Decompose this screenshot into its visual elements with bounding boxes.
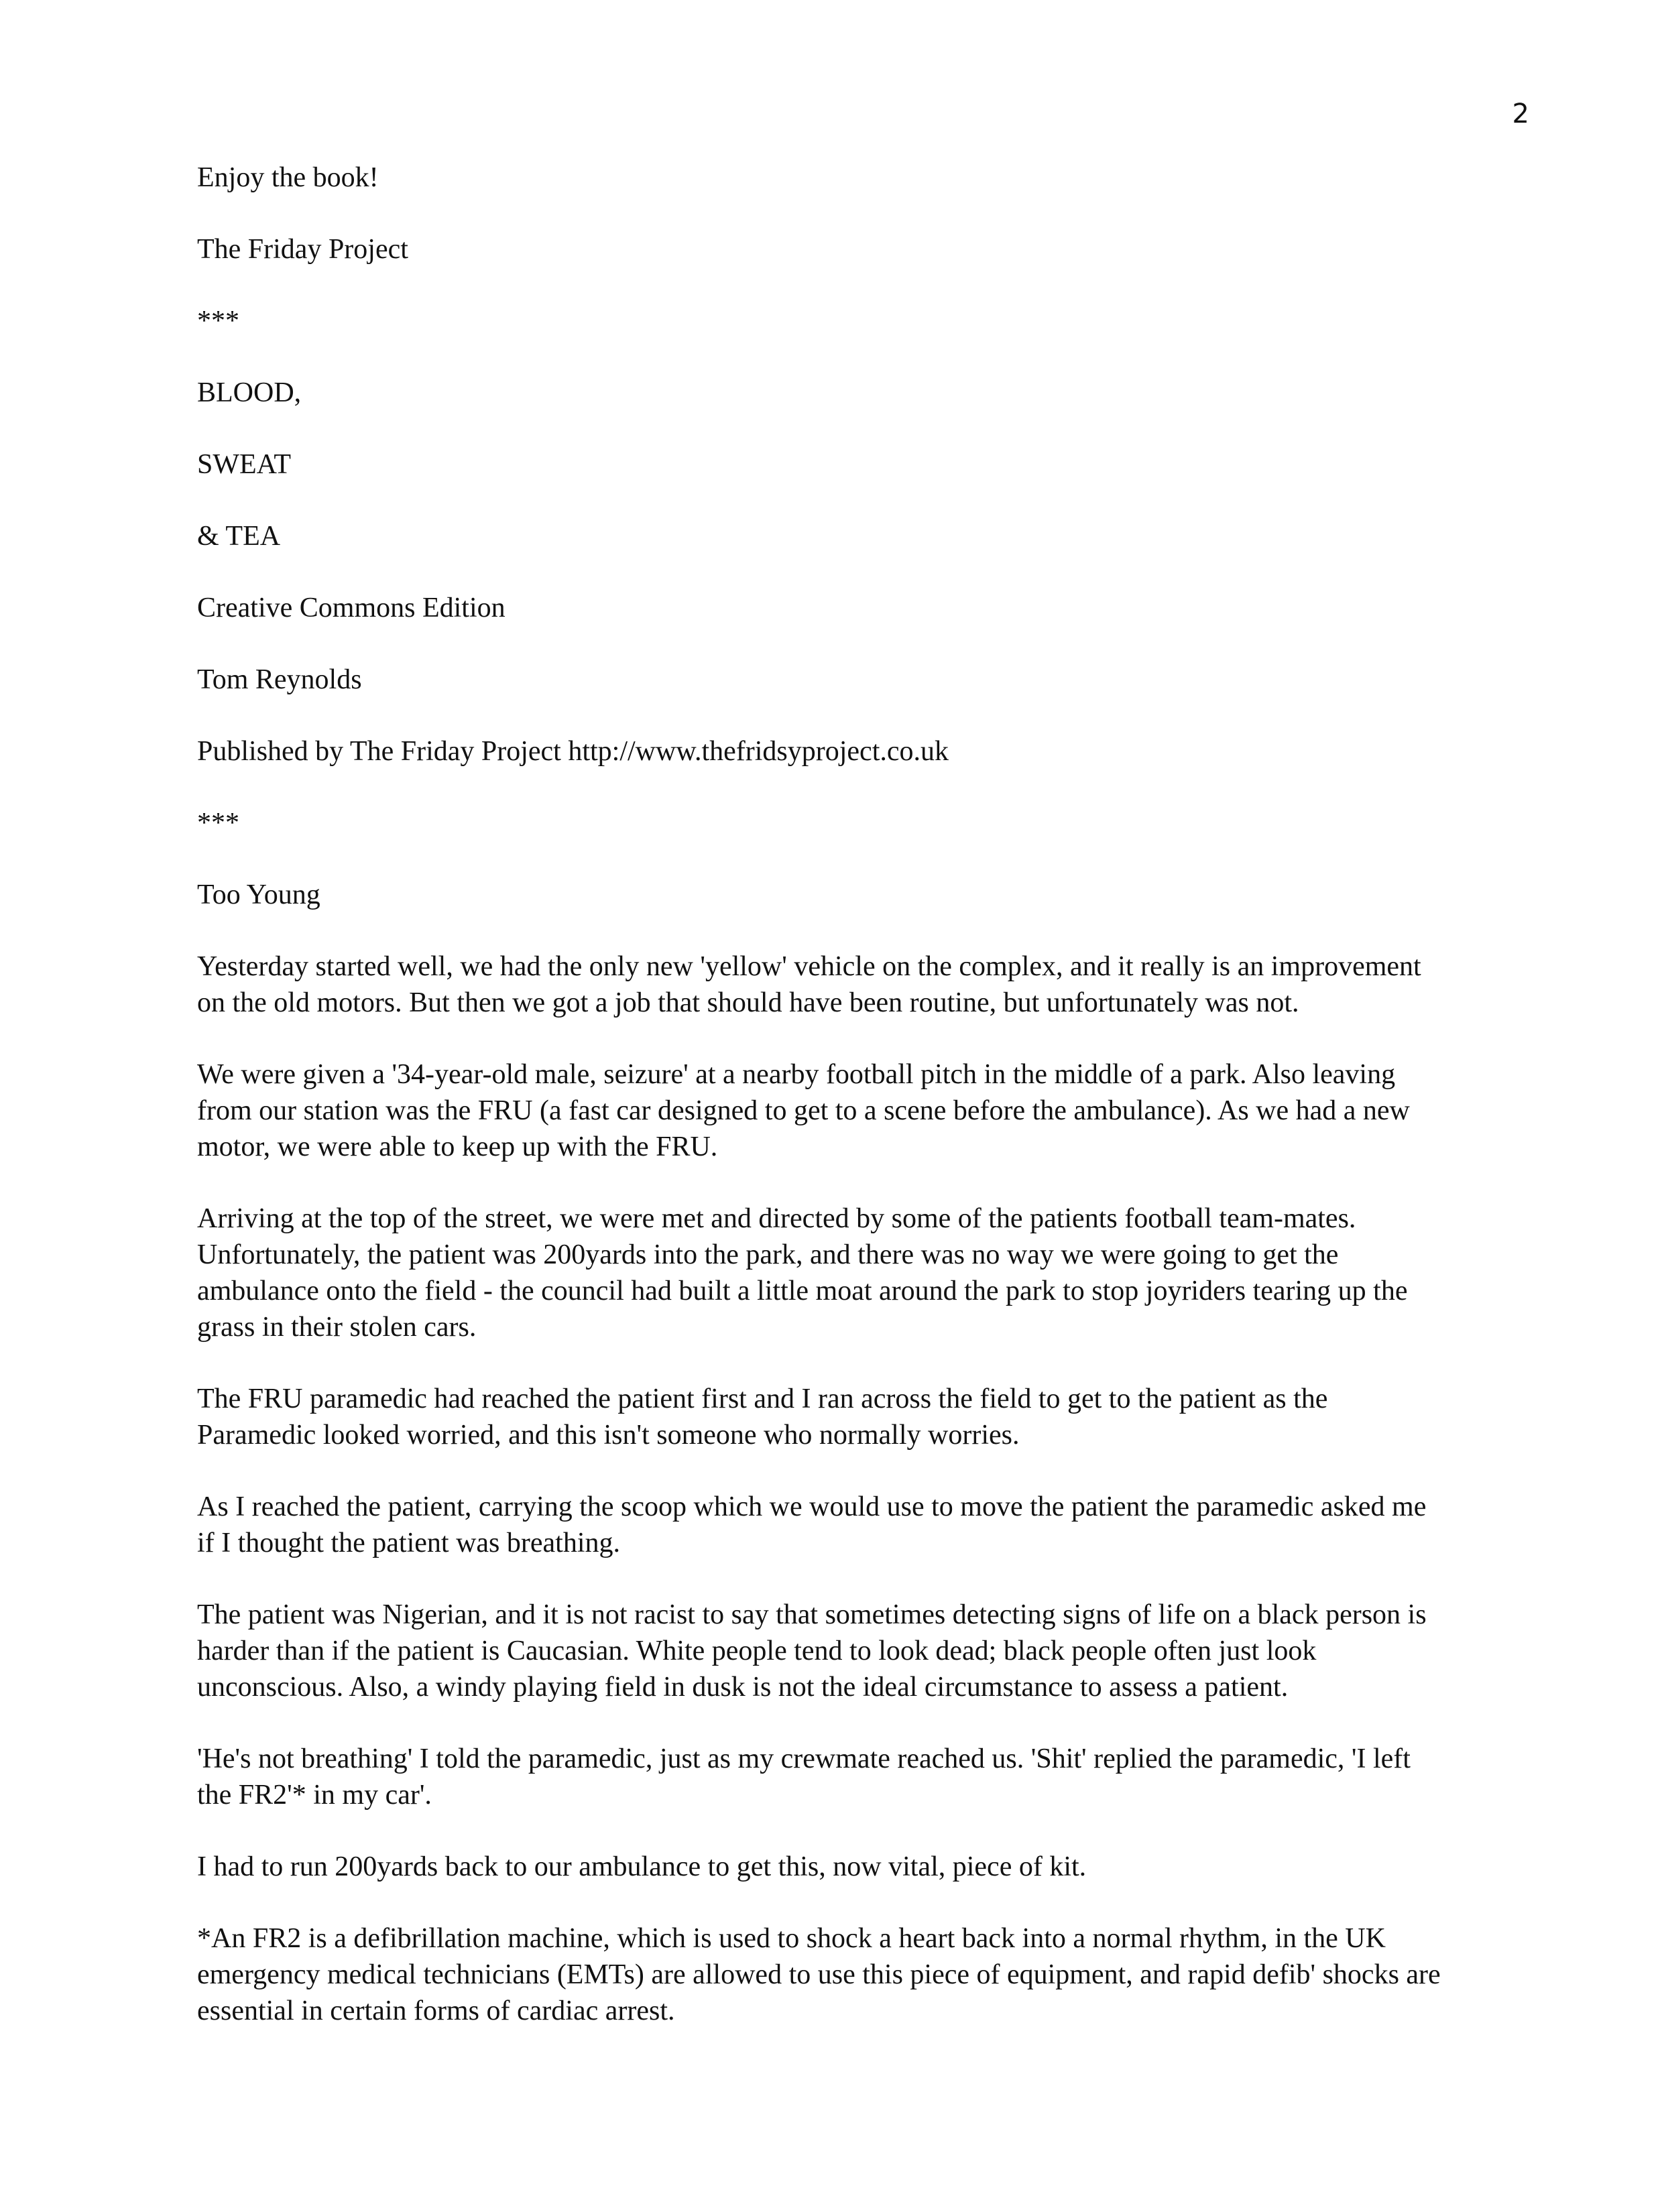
paragraph-line: if I thought the patient was breathing. [197, 1528, 621, 1558]
enjoy-line: Enjoy the book! [197, 162, 379, 193]
paragraph-line: As I reached the patient, carrying the scoop which we would use to move the patient the paramedic asked me [197, 1491, 1427, 1522]
paragraph-line: 'He's not breathing' I told the paramedic, just as my crewmate reached us. 'Shit' replied the paramedic, 'I left [197, 1743, 1411, 1774]
body-paragraph [197, 948, 1531, 1021]
separator: *** [197, 808, 239, 839]
page-number: 2 [1512, 99, 1529, 129]
body-paragraph [197, 1920, 1531, 2029]
paragraph-line: motor, we were able to keep up with the FRU. [197, 1131, 718, 1162]
body-paragraph [197, 1201, 1531, 1345]
body-paragraph [197, 1849, 1531, 1885]
chapter-paragraphs [197, 948, 1531, 2029]
paragraph-line: I had to run 200yards back to our ambulance to get this, now vital, piece of kit. [197, 1851, 1087, 1882]
paragraph-line: *An FR2 is a defibrillation machine, which is used to shock a heart back into a normal rhythm, in the UK [197, 1923, 1386, 1954]
author-line: Tom Reynolds [197, 664, 362, 695]
body-paragraph [197, 1597, 1531, 1705]
paragraph-line: Unfortunately, the patient was 200yards into the park, and there was no way we were going to get the [197, 1239, 1339, 1270]
body-paragraph [197, 1056, 1531, 1165]
paragraph-line: unconscious. Also, a windy playing field in dusk is not the ideal circumstance to assess a patient. [197, 1672, 1289, 1703]
paragraph-line: We were given a '34-year-old male, seizure' at a nearby football pitch in the middle of a park. Also leaving [197, 1059, 1396, 1090]
paragraph-line: ambulance onto the field - the council had built a little moat around the park to stop joyriders tearing up the [197, 1276, 1408, 1306]
body-paragraph [197, 1489, 1531, 1561]
paragraph-line: Yesterday started well, we had the only new 'yellow' vehicle on the complex, and it really is an improvement [197, 951, 1421, 982]
publisher-sign-line: The Friday Project [197, 234, 408, 265]
paragraph-line: harder than if the patient is Caucasian. White people tend to look dead; black people often just look [197, 1636, 1317, 1666]
paragraph-line: the FR2'* in my car'. [197, 1780, 432, 1810]
paragraph-line: from our station was the FRU (a fast car designed to get to a scene before the ambulance). As we had a new [197, 1095, 1410, 1126]
paragraph-line: Paramedic looked worried, and this isn't someone who normally worries. [197, 1420, 1020, 1451]
paragraph-line: The FRU paramedic had reached the patient first and I ran across the field to get to the patient as the [197, 1384, 1328, 1414]
edition-line: Creative Commons Edition [197, 593, 506, 623]
body-paragraph [197, 1741, 1531, 1813]
book-title-line-3: & TEA [197, 521, 281, 552]
paragraph-line: grass in their stolen cars. [197, 1312, 477, 1343]
document-body [197, 160, 1531, 2065]
book-title-line-2: SWEAT [197, 449, 291, 480]
published-by-line: Published by The Friday Project http://www.thefridsyproject.co.uk [197, 736, 949, 767]
separator: *** [197, 306, 239, 336]
paragraph-line: Arriving at the top of the street, we were met and directed by some of the patients football team-mates. [197, 1203, 1356, 1234]
paragraph-line: on the old motors. But then we got a job that should have been routine, but unfortunately was not. [197, 987, 1299, 1018]
paragraph-line: emergency medical technicians (EMTs) are allowed to use this piece of equipment, and rapid defib' shocks are [197, 1959, 1441, 1990]
paragraph-line: The patient was Nigerian, and it is not racist to say that sometimes detecting signs of life on a black person is [197, 1599, 1427, 1630]
body-paragraph [197, 1381, 1531, 1453]
book-title-line-1: BLOOD, [197, 377, 302, 408]
chapter-title: Too Young [197, 879, 320, 910]
paragraph-line: essential in certain forms of cardiac arrest. [197, 1995, 675, 2026]
